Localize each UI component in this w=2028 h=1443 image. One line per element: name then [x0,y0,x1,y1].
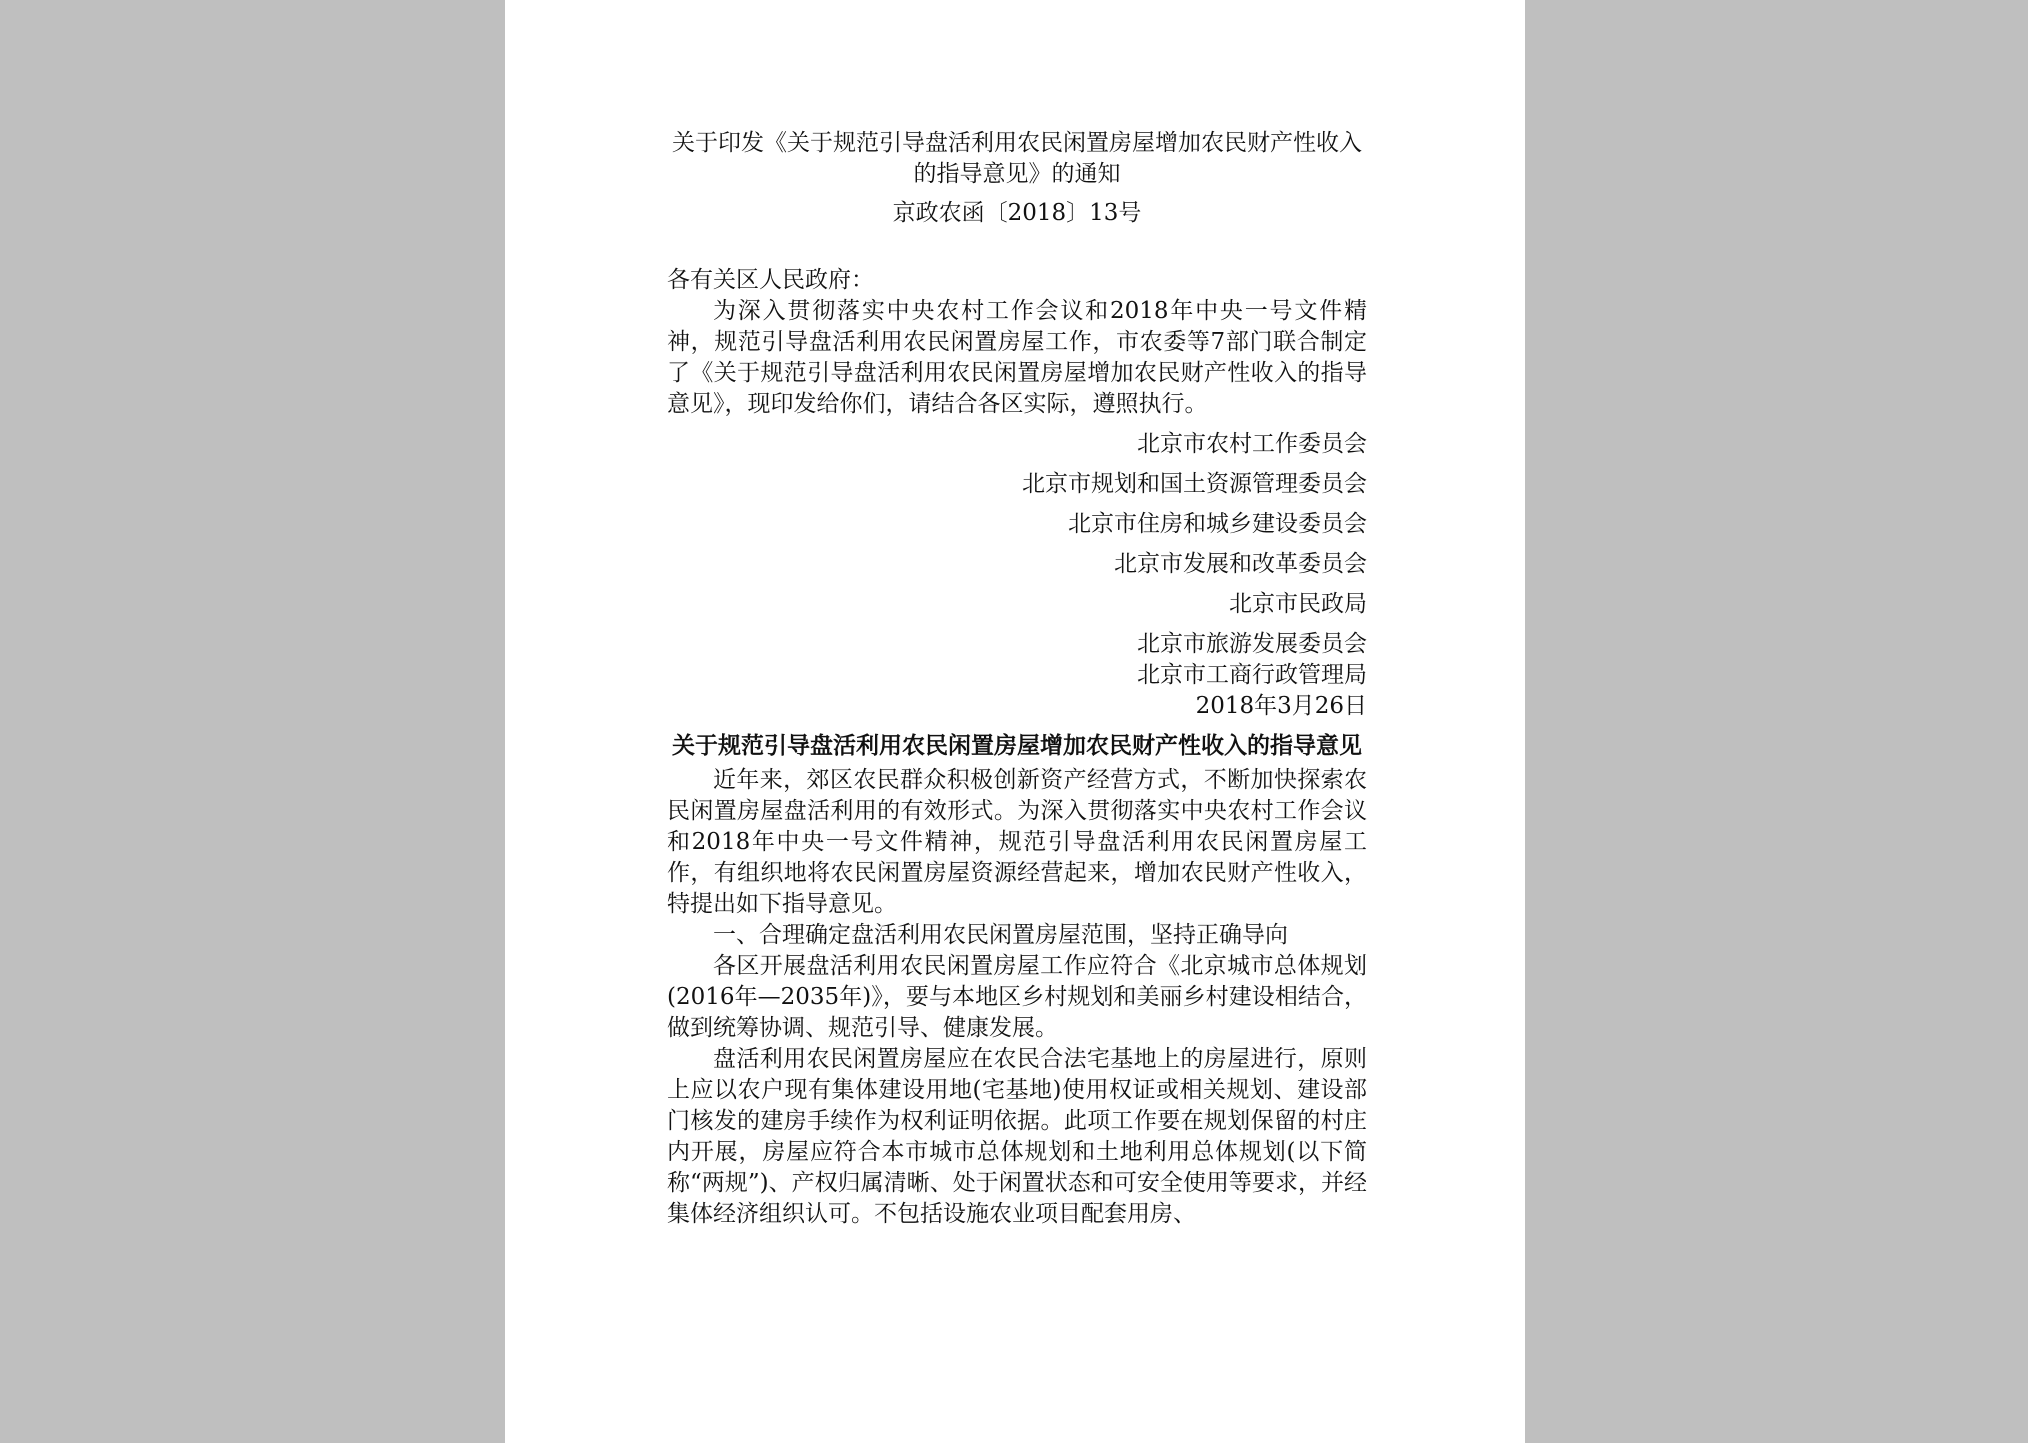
document-number: 京政农函〔2018〕13号 [892,200,1142,226]
signatory: 北京市旅游发展委员会 [1137,631,1367,657]
section-heading: 一、合理确定盘活利用农民闲置房屋范围，坚持正确导向 [713,922,1288,948]
body-paragraph: 各区开展盘活利用农民闲置房屋工作应符合《北京城市总体规划(2016年—2035年)》，要与本地区乡村规划和美丽乡村建设相结合，做到统筹协调、规范引导、健康发展。 [667,953,1367,1041]
document-title: 关于印发《关于规范引导盘活利用农民闲置房屋增加农民财产性收入的指导意见》的通知 [672,130,1362,187]
salutation: 各有关区人民政府： [667,267,874,293]
signatory: 北京市工商行政管理局 [1137,662,1367,688]
intro-paragraph: 为深入贯彻落实中央农村工作会议和2018年中央一号文件精神，规范引导盘活利用农民闲置房屋工作，市农委等7部门联合制定了《关于规范引导盘活利用农民闲置房屋增加农民财产性收入的指导意见》，现印发给你们，请结合各区实际，遵照执行。 [667,298,1367,417]
document-content [667,128,1367,1230]
body-paragraph: 近年来，郊区农民群众积极创新资产经营方式，不断加快探索农民闲置房屋盘活利用的有效形式。为深入贯彻落实中央农村工作会议和2018年中央一号文件精神，规范引导盘活利用农民闲置房屋工作，有组织地将农民闲置房屋资源经营起来，增加农民财产性收入，特提出如下指导意见。 [667,767,1367,917]
signatory: 北京市发展和改革委员会 [1114,551,1367,577]
document-page [505,0,1525,1443]
document-date: 2018年3月26日 [1195,693,1367,719]
signatory: 北京市住房和城乡建设委员会 [1068,511,1367,537]
signatory: 北京市规划和国土资源管理委员会 [1022,471,1367,497]
opinion-title: 关于规范引导盘活利用农民闲置房屋增加农民财产性收入的指导意见 [672,732,1362,759]
body-paragraph: 盘活利用农民闲置房屋应在农民合法宅基地上的房屋进行，原则上应以农户现有集体建设用地(宅基地)使用权证或相关规划、建设部门核发的建房手续作为权利证明依据。此项工作要在规划保留的村庄内开展，房屋应符合本市城市总体规划和土地利用总体规划(以下简称“两规”)、产权归属清晰、处于闲置状态和可安全使用等要求，并经集体经济组织认可。不包括设施农业项目配套用房、 [667,1046,1367,1227]
signature-block [667,429,1367,722]
signatory: 北京市农村工作委员会 [1137,431,1367,457]
signatory: 北京市民政局 [1229,591,1367,617]
